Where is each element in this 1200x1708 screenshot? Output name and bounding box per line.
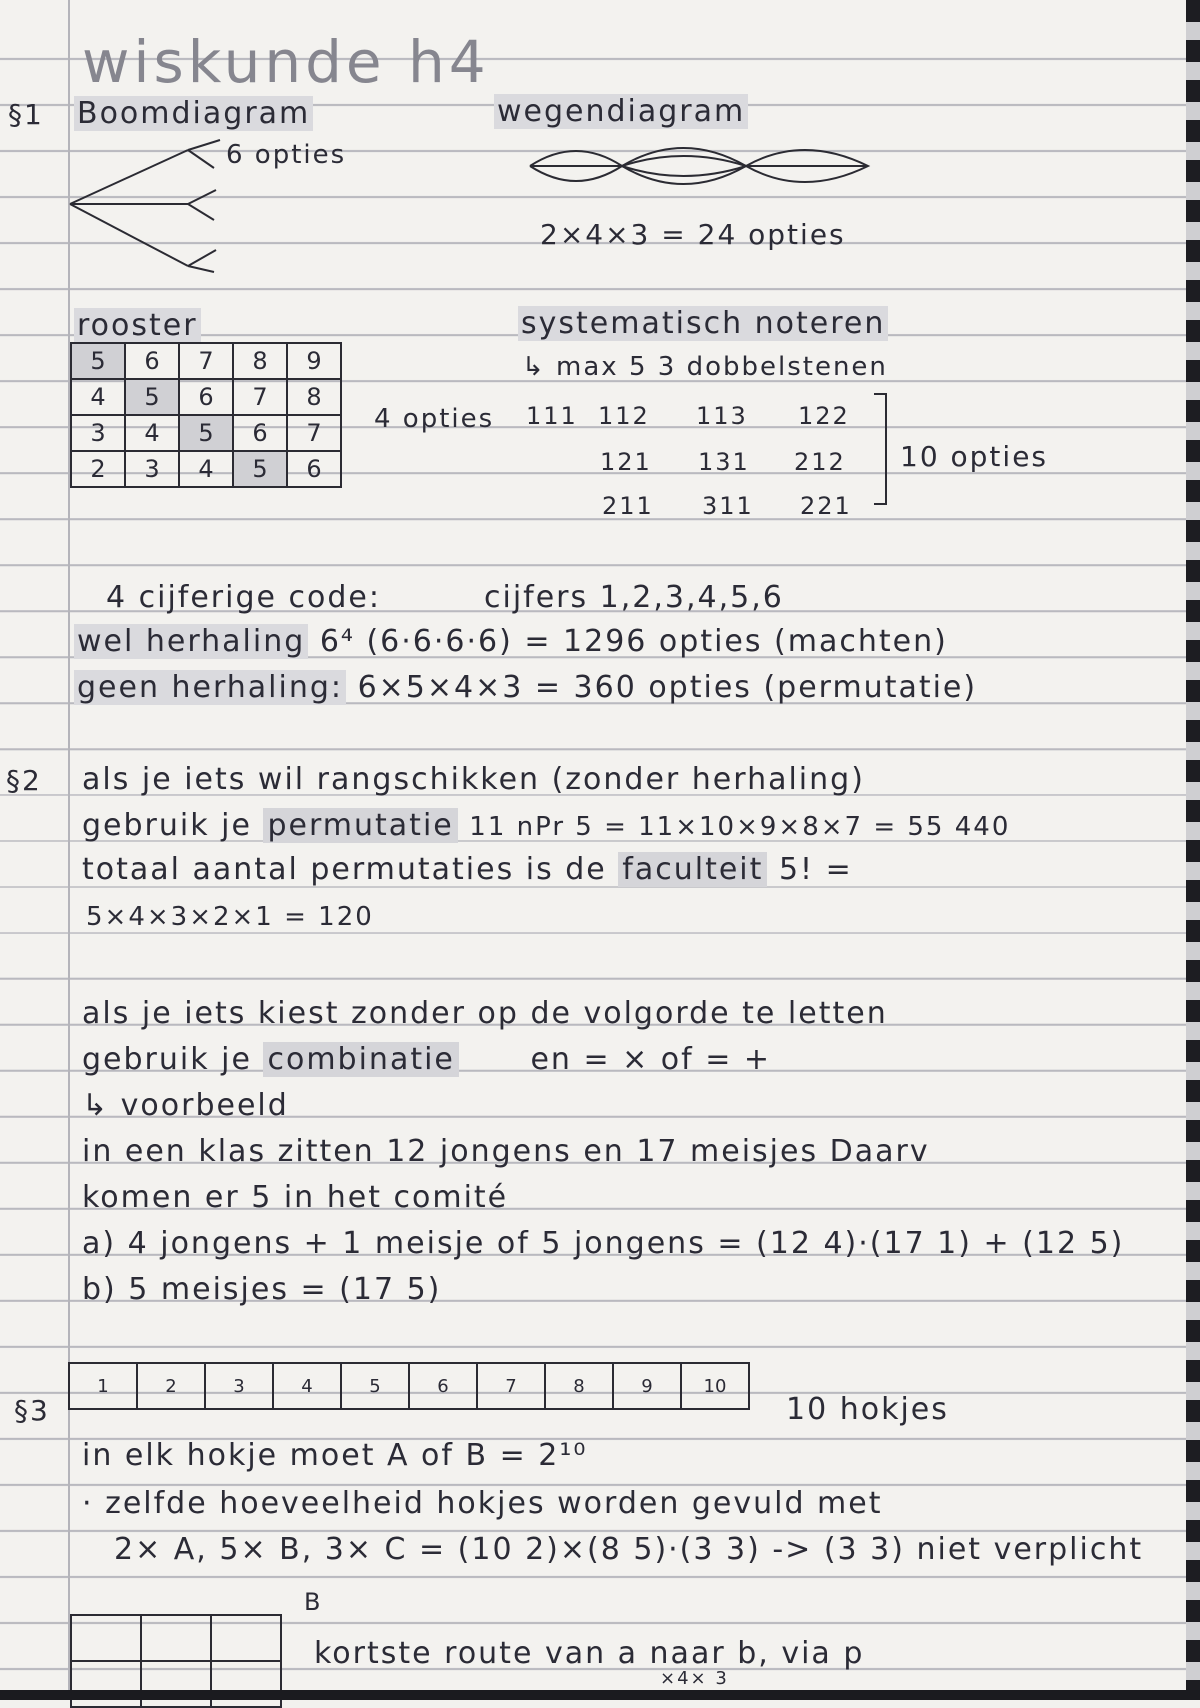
table-cell: 2 — [71, 451, 125, 487]
code-line-2 — [74, 624, 948, 659]
geen-herhaling-label: geen herhaling: — [74, 670, 346, 705]
combo-111: 111 — [526, 402, 578, 430]
bracket — [872, 392, 892, 508]
hokje: 8 — [545, 1363, 613, 1409]
table-cell: 5 — [125, 379, 179, 415]
table-cell: 9 — [287, 343, 341, 379]
table-row — [71, 451, 341, 487]
term-combinatie: combinatie — [263, 1042, 458, 1077]
systematisch-total: 10 opties — [900, 440, 1049, 473]
table-cell: 6 — [179, 379, 233, 415]
page-title: wiskunde h4 — [82, 28, 490, 96]
boomdiagram-opties: 6 opties — [226, 140, 347, 170]
table-cell: 6 — [287, 451, 341, 487]
hokje: 2 — [137, 1363, 205, 1409]
table-cell: 3 — [71, 415, 125, 451]
route-text: kortste route van a naar b, via p — [314, 1636, 865, 1671]
route-point-b: B — [304, 1588, 323, 1616]
table-row — [71, 343, 341, 379]
s2-line-8: in een klas zitten 12 jongens en 17 meisjes Daarv — [82, 1134, 930, 1169]
s2-line-5: als je iets kiest zonder op de volgorde te letten — [82, 996, 888, 1031]
term-permutatie: permutatie — [263, 808, 457, 843]
table-row — [71, 1615, 281, 1661]
wel-herhaling-label: wel herhaling — [74, 624, 308, 659]
hokje: 7 — [477, 1363, 545, 1409]
section-marker-2: §2 — [6, 764, 42, 797]
hokje: 3 — [205, 1363, 273, 1409]
combo-221: 221 — [800, 492, 852, 520]
combo-131: 131 — [698, 448, 750, 476]
s2-line-2a: gebruik je — [82, 808, 252, 843]
answer-b: b) 5 meisjes = (17 5) — [82, 1272, 442, 1307]
s2-line-6 — [82, 1042, 771, 1077]
table-row — [71, 379, 341, 415]
hokje: 10 — [681, 1363, 749, 1409]
grid-cell — [141, 1615, 211, 1661]
road-diagram — [528, 136, 878, 196]
combo-121: 121 — [600, 448, 652, 476]
combo-212: 212 — [794, 448, 846, 476]
combo-113: 113 — [696, 402, 748, 430]
wel-herhaling-calc: 6⁴ (6·6·6·6) = 1296 opties (machten) — [319, 624, 948, 659]
systematisch-note: ↳ max 5 3 dobbelstenen — [522, 352, 888, 382]
npr-calc: 11 nPr 5 = 11×10×9×8×7 = 55 440 — [469, 812, 1011, 842]
s3-line-2: · zelfde hoeveelheid hokjes worden gevuld met — [82, 1486, 883, 1521]
s3-line-3: 2× A, 5× B, 3× C = (10 2)×(8 5)·(3 3) -> (3 3) niet verplicht — [114, 1532, 1144, 1567]
wegendiagram-label: wegendiagram — [494, 94, 748, 129]
section-marker-1: §1 — [8, 98, 44, 131]
table-cell: 8 — [233, 343, 287, 379]
table-cell: 6 — [233, 415, 287, 451]
boomdiagram-label: Boomdiagram — [74, 96, 313, 131]
hokje: 6 — [409, 1363, 477, 1409]
s3-line-1: in elk hokje moet A of B = 2¹⁰ — [82, 1438, 588, 1473]
s2-line-9: komen er 5 in het comité — [82, 1180, 509, 1215]
table-row — [71, 415, 341, 451]
table-cell: 5 — [233, 451, 287, 487]
s2-line-3a: totaal aantal permutaties is de — [82, 852, 607, 887]
table-row — [71, 1661, 281, 1707]
faculteit-calc: 5×4×3×2×1 = 120 — [86, 902, 374, 932]
hokje: 5 — [341, 1363, 409, 1409]
page-bottom-edge — [0, 1690, 1200, 1700]
combo-211: 211 — [602, 492, 654, 520]
s2-line-3 — [82, 852, 853, 887]
table-row — [69, 1363, 749, 1409]
tree-diagram — [64, 142, 214, 272]
table-cell: 7 — [287, 415, 341, 451]
rooster-opties: 4 opties — [374, 404, 495, 434]
section-marker-3: §3 — [14, 1394, 50, 1427]
table-cell: 7 — [233, 379, 287, 415]
table-cell: 4 — [125, 415, 179, 451]
answer-a: a) 4 jongens + 1 meisje of 5 jongens = (12 4)·(17 1) + (12 5) — [82, 1226, 1125, 1261]
en-of-rule: en = × of = + — [530, 1042, 772, 1077]
s2-line-6a: gebruik je — [82, 1042, 252, 1077]
table-cell: 4 — [71, 379, 125, 415]
combo-112: 112 — [598, 402, 650, 430]
geen-herhaling-calc: 6×5×4×3 = 360 opties (permutatie) — [357, 670, 978, 705]
rooster-table — [70, 342, 342, 488]
grid-cell — [211, 1615, 281, 1661]
code-line-3 — [74, 670, 977, 705]
grid-cell — [71, 1661, 141, 1707]
code-line-1: 4 cijferige code: — [106, 580, 381, 615]
wegendiagram-calc: 2×4×3 = 24 opties — [540, 218, 846, 251]
grid-cell — [71, 1615, 141, 1661]
table-cell: 8 — [287, 379, 341, 415]
s2-line-3b: 5! = — [778, 852, 853, 887]
combo-122: 122 — [798, 402, 850, 430]
hokje: 1 — [69, 1363, 137, 1409]
hokje: 4 — [273, 1363, 341, 1409]
table-cell: 3 — [125, 451, 179, 487]
table-cell: 7 — [179, 343, 233, 379]
term-faculteit: faculteit — [618, 852, 767, 887]
table-cell: 5 — [179, 415, 233, 451]
systematisch-label: systematisch noteren — [518, 306, 888, 341]
table-cell: 5 — [71, 343, 125, 379]
grid-cell — [141, 1661, 211, 1707]
combo-311: 311 — [702, 492, 754, 520]
s2-line-2 — [82, 808, 1010, 843]
hokjes-label: 10 hokjes — [786, 1392, 949, 1427]
table-cell: 6 — [125, 343, 179, 379]
hokjes-table — [68, 1362, 750, 1410]
rooster-label: rooster — [74, 308, 201, 343]
grid-cell — [211, 1661, 281, 1707]
table-cell: 4 — [179, 451, 233, 487]
hokje: 9 — [613, 1363, 681, 1409]
spiral-binding — [1186, 0, 1200, 1700]
route-sub: ×4× 3 — [660, 1668, 729, 1689]
code-line-1b: cijfers 1,2,3,4,5,6 — [484, 580, 784, 615]
s2-line-1: als je iets wil rangschikken (zonder herhaling) — [82, 762, 865, 797]
voorbeeld-label: ↳ voorbeeld — [82, 1088, 289, 1123]
